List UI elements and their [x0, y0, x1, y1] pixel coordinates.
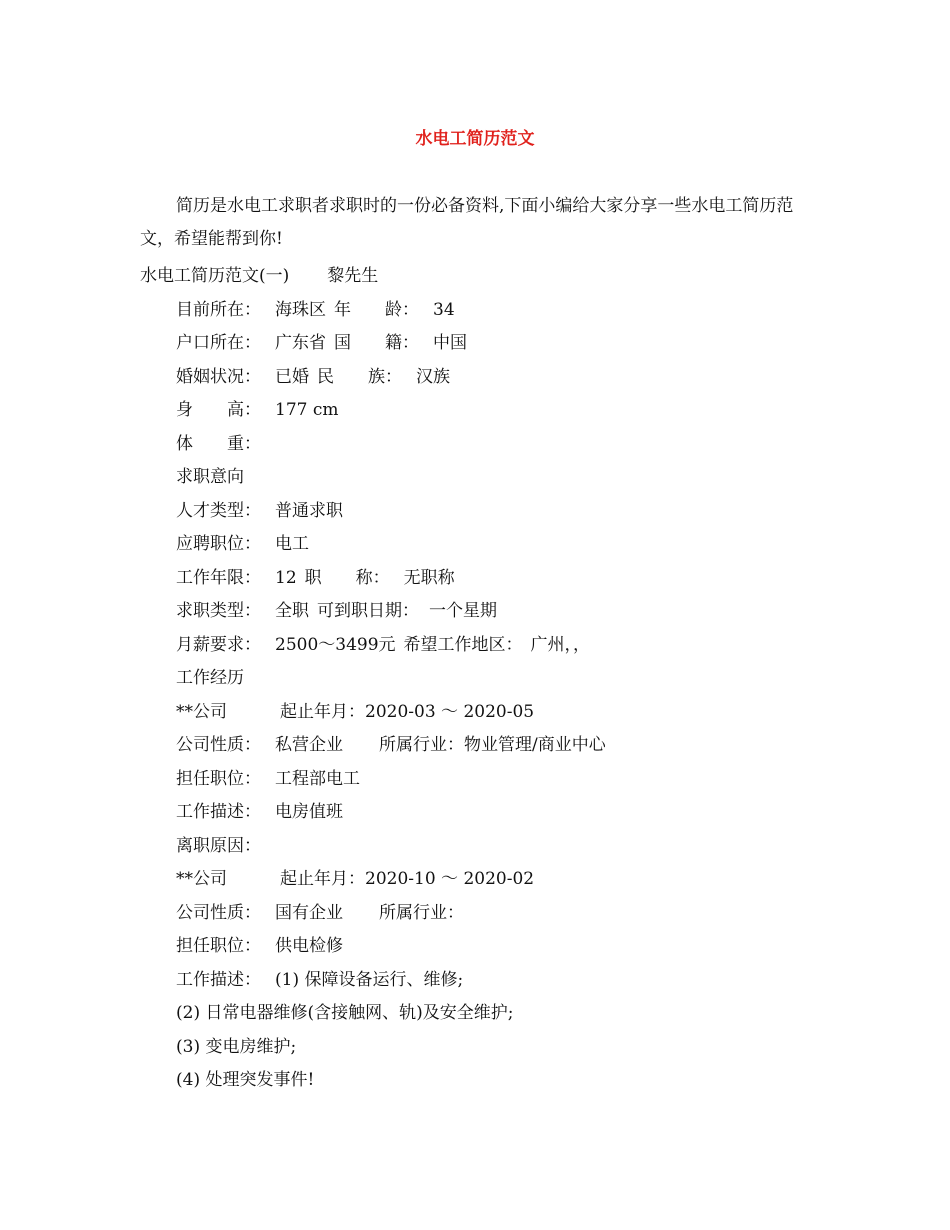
job1-desc-row [176, 801, 343, 823]
position-value: 电工 [275, 534, 309, 554]
age-value: 34 [433, 300, 455, 320]
row-hukou-nationality [176, 332, 467, 354]
marital-label: 婚姻状况： [176, 367, 261, 387]
candidate-name: 黎先生 [327, 266, 379, 286]
job2-nature-row [176, 902, 464, 924]
intent-heading: 求职意向 [176, 467, 244, 487]
job1-leave-row [176, 835, 261, 857]
job2-period: 2020-10 ～ 2020-02 [365, 869, 535, 889]
job1-desc-label: 工作描述： [176, 802, 261, 822]
job1-period-label: 起止年月： [280, 702, 365, 722]
row-weight [176, 433, 261, 455]
years-label: 工作年限： [176, 568, 261, 588]
title-value: 无职称 [403, 568, 455, 588]
job2-nature-label: 公司性质： [176, 903, 261, 923]
job2-desc-line-2: (2) 日常电器维修(含接触网、轨)及安全维护; [176, 1003, 514, 1023]
location-value: 海珠区 [275, 300, 326, 320]
ethnicity-label: 民 族： [317, 367, 402, 387]
job1-nature-row [176, 734, 606, 756]
years-value: 12 [275, 568, 297, 588]
job2-company-row [176, 868, 534, 890]
ethnicity-value: 汉族 [416, 367, 450, 387]
job1-company-row [176, 701, 534, 723]
row-years-title [176, 567, 455, 589]
job1-desc: 电房值班 [275, 802, 343, 822]
salary-label: 月薪要求： [176, 635, 261, 655]
row-location-age [176, 299, 455, 321]
job2-period-label: 起止年月： [280, 869, 365, 889]
area-label: 希望工作地区： [403, 635, 523, 655]
title-label: 职 称： [304, 568, 390, 588]
experience-heading: 工作经历 [176, 668, 244, 688]
talent-value: 普通求职 [275, 501, 343, 521]
job2-role: 供电检修 [275, 936, 343, 956]
hukou-label: 户口所在： [176, 333, 261, 353]
job1-role: 工程部电工 [275, 769, 360, 789]
position-label: 应聘职位： [176, 534, 261, 554]
job1-company: **公司 [176, 702, 227, 722]
job2-desc-label: 工作描述： [176, 970, 261, 990]
marital-value: 已婚 [275, 367, 309, 387]
row-type-available [176, 600, 497, 622]
job1-role-label: 担任职位： [176, 769, 261, 789]
job1-industry: 物业管理/商业中心 [464, 735, 606, 755]
row-marital-ethnicity [176, 366, 450, 388]
location-label: 目前所在： [176, 300, 261, 320]
row-height [176, 399, 339, 421]
job2-nature: 国有企业 [275, 903, 343, 923]
document-title: 水电工简历范文 [415, 129, 535, 149]
section-heading-row [140, 265, 378, 287]
type-label: 求职类型： [176, 601, 261, 621]
nationality-label: 国 籍： [334, 333, 419, 353]
type-value: 全职 [275, 601, 309, 621]
job2-desc-row [176, 969, 463, 991]
row-salary-area [176, 634, 590, 656]
job2-desc-line-4: (4) 处理突发事件! [176, 1070, 315, 1090]
available-value: 一个星期 [429, 601, 497, 621]
intro-paragraph: 简历是水电工求职者求职时的一份必备资料,下面小编给大家分享一些水电工简历范文，希望能帮到你! [140, 196, 794, 249]
job1-role-row [176, 768, 360, 790]
talent-label: 人才类型： [176, 501, 261, 521]
row-talent [176, 500, 343, 522]
job1-nature-label: 公司性质： [176, 735, 261, 755]
job2-role-row [176, 935, 343, 957]
nationality-value: 中国 [433, 333, 467, 353]
job2-industry-label: 所属行业： [379, 903, 464, 923]
job2-desc: (1) 保障设备运行、维修; [275, 970, 464, 990]
job2-role-label: 担任职位： [176, 936, 261, 956]
job1-industry-label: 所属行业： [379, 735, 464, 755]
available-label: 可到职日期： [317, 601, 419, 621]
age-label: 年 龄： [334, 300, 419, 320]
area-value: 广州，， [530, 635, 591, 655]
job2-company: **公司 [176, 869, 227, 889]
weight-label: 体 重： [176, 434, 261, 454]
job1-period: 2020-03 ～ 2020-05 [365, 702, 535, 722]
row-position [176, 533, 309, 555]
salary-value: 2500～3499元 [275, 635, 396, 655]
hukou-value: 广东省 [275, 333, 326, 353]
job1-leave-label: 离职原因： [176, 836, 261, 856]
job2-desc-line-3: (3) 变电房维护; [176, 1037, 297, 1057]
height-value: 177 cm [275, 400, 339, 420]
section-heading: 水电工简历范文(一) [140, 266, 290, 286]
height-label: 身 高： [176, 400, 261, 420]
job1-nature: 私营企业 [275, 735, 343, 755]
